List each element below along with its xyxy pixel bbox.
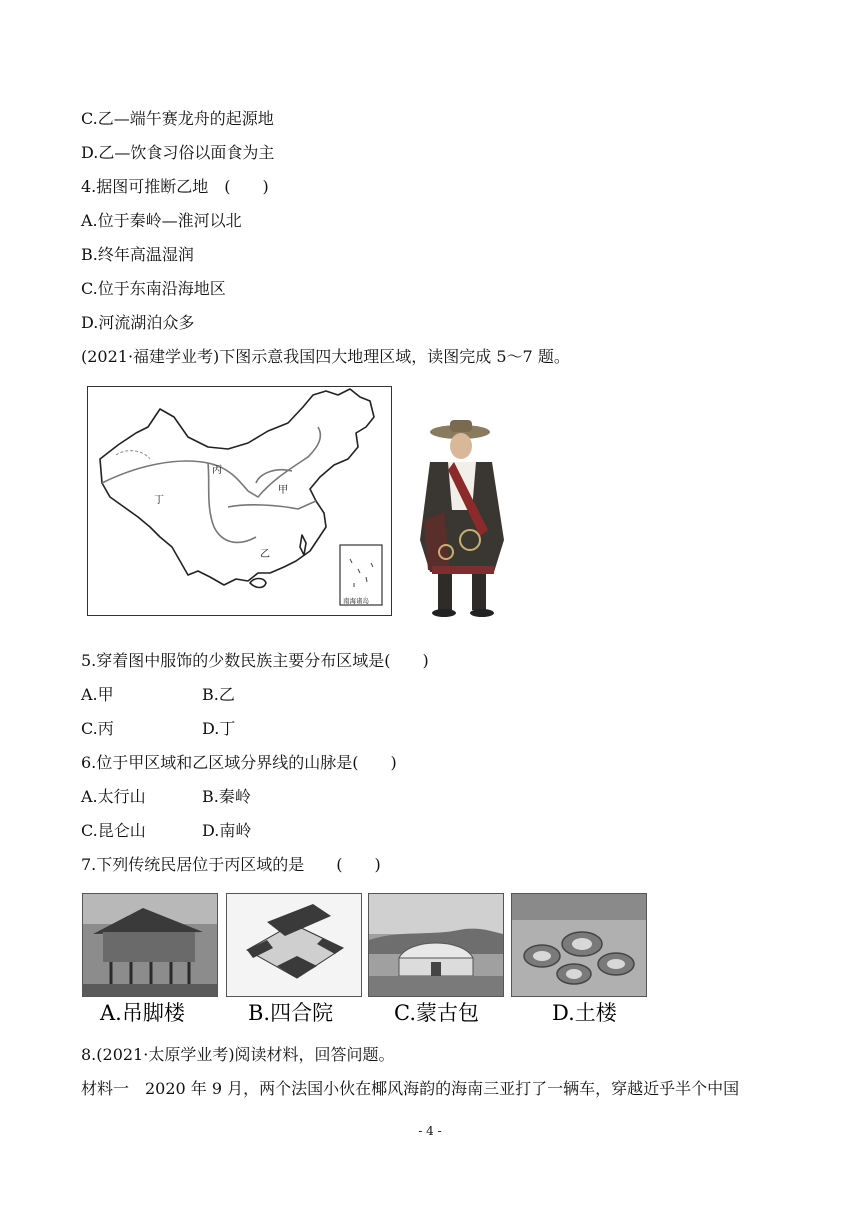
photo-yurt bbox=[368, 893, 504, 997]
photo-siheyuan bbox=[226, 893, 362, 997]
question-6-stem: 6.位于甲区域和乙区域分界线的山脉是( ) bbox=[81, 753, 397, 772]
option-c-q4: C.位于东南沿海地区 bbox=[81, 279, 226, 298]
question-4-stem: 4.据图可推断乙地 ( ) bbox=[81, 177, 269, 196]
photo-stilt-house bbox=[82, 893, 218, 997]
china-regions-map bbox=[87, 386, 392, 616]
option-a-q4: A.位于秦岭—淮河以北 bbox=[81, 211, 242, 230]
option-c-q5: C.丙 bbox=[81, 719, 114, 738]
option-d-q6: D.南岭 bbox=[202, 821, 252, 840]
option-a-q6: A.太行山 bbox=[81, 787, 146, 806]
tibetan-costume-photo bbox=[410, 420, 520, 618]
option-d-q4: D.河流湖泊众多 bbox=[81, 313, 195, 332]
option-c-q6: C.昆仑山 bbox=[81, 821, 146, 840]
map-drawing bbox=[88, 387, 391, 615]
question-7-stem: 7.下列传统民居位于丙区域的是 ( ) bbox=[81, 855, 381, 874]
page-number: - 4 - bbox=[418, 1124, 442, 1138]
map-label-yi: 乙 bbox=[260, 549, 270, 560]
caption-c: C.蒙古包 bbox=[394, 1001, 479, 1025]
map-inset-label: 南海诸岛 bbox=[343, 597, 369, 605]
map-label-bing: 丙 bbox=[212, 465, 222, 476]
option-a-q5: A.甲 bbox=[81, 685, 114, 704]
question-8-stem: 8.(2021·太原学业考)阅读材料，回答问题。 bbox=[81, 1045, 395, 1064]
option-c-q3: C.乙—端午赛龙舟的起源地 bbox=[81, 109, 274, 128]
caption-d: D.土楼 bbox=[552, 1001, 617, 1025]
map-label-ding: 丁 bbox=[154, 495, 164, 506]
option-b-q5: B.乙 bbox=[202, 685, 235, 704]
question-5-stem: 5.穿着图中服饰的少数民族主要分布区域是( ) bbox=[81, 651, 429, 670]
caption-a: A.吊脚楼 bbox=[100, 1001, 185, 1025]
option-b-q4: B.终年高温湿润 bbox=[81, 245, 194, 264]
map-label-jia: 甲 bbox=[278, 485, 288, 496]
material-one: 材料一 2020 年 9 月，两个法国小伙在椰风海韵的海南三亚打了一辆车，穿越近乎半个中国 bbox=[81, 1079, 740, 1098]
option-d-q5: D.丁 bbox=[202, 719, 236, 738]
option-b-q6: B.秦岭 bbox=[202, 787, 251, 806]
caption-b: B.四合院 bbox=[248, 1001, 334, 1025]
option-d-q3: D.乙—饮食习俗以面食为主 bbox=[81, 143, 275, 162]
photo-tulou bbox=[511, 893, 647, 997]
material-intro: (2021·福建学业考)下图示意我国四大地理区域，读图完成 5～7 题。 bbox=[81, 347, 570, 366]
